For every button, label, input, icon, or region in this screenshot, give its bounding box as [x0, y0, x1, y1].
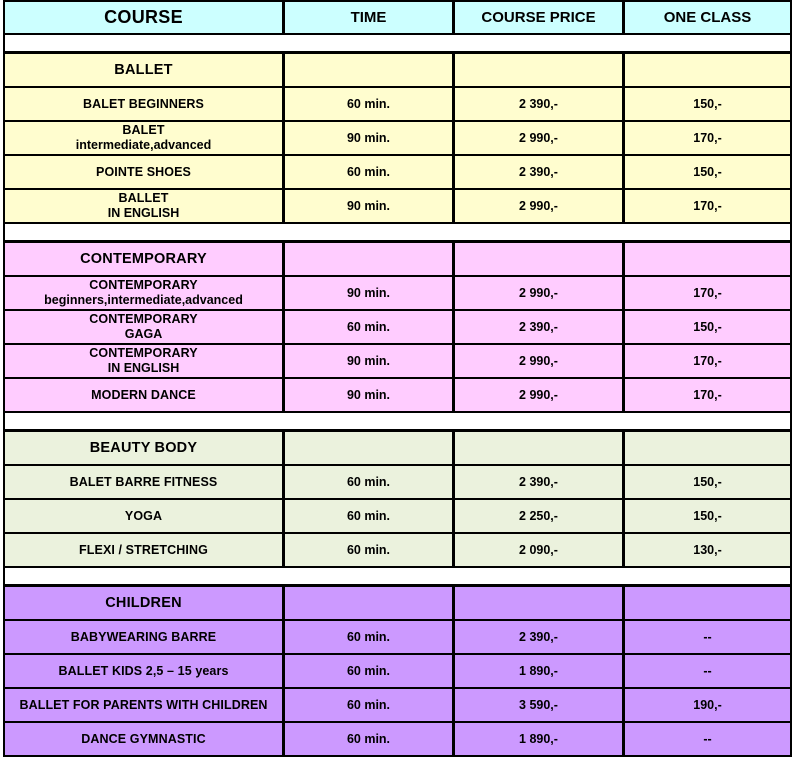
header-cell-time: [285, 2, 452, 33]
one-class-price: 170,-: [693, 130, 722, 145]
one-class-price: 170,-: [693, 198, 722, 213]
course-time-cell: [285, 500, 452, 532]
course-subtitle: GAGA: [124, 327, 163, 341]
course-price: 1 890,-: [519, 663, 558, 678]
course-time-cell: [285, 379, 452, 411]
course-price: 2 990,-: [519, 285, 558, 300]
one-class-price-cell: [625, 156, 790, 188]
one-class-price-cell: [625, 500, 790, 532]
course-subtitle: intermediate,advanced: [75, 138, 212, 152]
course-name: BALET BEGINNERS: [83, 96, 204, 111]
course-price-cell: [455, 621, 622, 653]
section-separator: [5, 224, 790, 240]
course-price-cell: [455, 534, 622, 566]
course-name: BALLET KIDS 2,5 – 15 years: [58, 663, 229, 678]
section-title-blank-cell: [285, 243, 452, 275]
one-class-price-cell: [625, 122, 790, 154]
header-course-label: COURSE: [104, 7, 183, 27]
header-cell-course: [5, 2, 282, 33]
course-time-cell: [285, 655, 452, 687]
one-class-price: 170,-: [693, 353, 722, 368]
course-price: 2 390,-: [519, 629, 558, 644]
one-class-price-cell: [625, 723, 790, 755]
section-title-blank-cell: [455, 243, 622, 275]
course-price-cell: [455, 466, 622, 498]
course-time: 60 min.: [346, 663, 391, 678]
course-name: CONTEMPORARY: [89, 312, 198, 326]
course-time-cell: [285, 621, 452, 653]
header-one-class-label: ONE CLASS: [663, 9, 752, 26]
course-price-cell: [455, 311, 622, 343]
course-name-cell: [5, 466, 282, 498]
course-time-cell: [285, 345, 452, 377]
course-name: BALLET: [118, 191, 169, 205]
course-time-cell: [285, 311, 452, 343]
section-title-blank-cell: [285, 54, 452, 86]
course-price-cell: [455, 277, 622, 309]
course-price: 2 250,-: [519, 508, 558, 523]
course-price: 2 390,-: [519, 319, 558, 334]
course-price-cell: [455, 156, 622, 188]
section-title-blank-cell: [625, 587, 790, 619]
course-price-cell: [455, 190, 622, 222]
course-time-cell: [285, 723, 452, 755]
one-class-price: 170,-: [693, 387, 722, 402]
course-name: DANCE GYMNASTIC: [81, 731, 206, 746]
course-time-cell: [285, 122, 452, 154]
course-time: 60 min.: [346, 164, 391, 179]
course-time: 60 min.: [346, 697, 391, 712]
course-name-cell: [5, 689, 282, 721]
header-time-label: TIME: [350, 9, 387, 26]
course-time: 60 min.: [346, 542, 391, 557]
course-name-cell: [5, 190, 282, 222]
section-title-label: CHILDREN: [105, 594, 182, 611]
course-time: 90 min.: [346, 353, 391, 368]
course-name-cell: [5, 311, 282, 343]
one-class-price: 170,-: [693, 285, 722, 300]
section-title-blank-cell: [285, 432, 452, 464]
course-subtitle: IN ENGLISH: [107, 206, 180, 220]
one-class-price-cell: [625, 621, 790, 653]
section-title-label: BEAUTY BODY: [89, 439, 198, 456]
course-time: 60 min.: [346, 96, 391, 111]
course-price-cell: [455, 88, 622, 120]
section-title-ballet: [5, 54, 282, 86]
course-name: POINTE SHOES: [96, 164, 191, 179]
one-class-price-cell: [625, 190, 790, 222]
course-time: 60 min.: [346, 508, 391, 523]
course-time-cell: [285, 466, 452, 498]
one-class-price-cell: [625, 655, 790, 687]
course-time: 90 min.: [346, 198, 391, 213]
course-name: YOGA: [124, 508, 163, 523]
course-time-cell: [285, 534, 452, 566]
price-table: [3, 0, 792, 757]
one-class-price: --: [703, 663, 712, 678]
one-class-price: --: [703, 731, 712, 746]
course-price-cell: [455, 500, 622, 532]
one-class-price-cell: [625, 311, 790, 343]
section-separator: [5, 568, 790, 584]
header-cell-one-class: [625, 2, 790, 33]
one-class-price-cell: [625, 534, 790, 566]
one-class-price: 150,-: [693, 164, 722, 179]
course-price: 1 890,-: [519, 731, 558, 746]
course-time: 60 min.: [346, 731, 391, 746]
section-title-blank-cell: [625, 243, 790, 275]
course-subtitle: IN ENGLISH: [107, 361, 180, 375]
one-class-price-cell: [625, 277, 790, 309]
course-price: 3 590,-: [519, 697, 558, 712]
course-price-cell: [455, 379, 622, 411]
course-time: 60 min.: [346, 629, 391, 644]
course-name-cell: [5, 500, 282, 532]
course-subtitle: beginners,intermediate,advanced: [44, 293, 243, 307]
one-class-price-cell: [625, 466, 790, 498]
course-time: 90 min.: [346, 285, 391, 300]
course-name-cell: [5, 277, 282, 309]
course-name: FLEXI / STRETCHING: [79, 542, 208, 557]
course-time: 60 min.: [346, 474, 391, 489]
header-cell-course-price: [455, 2, 622, 33]
course-name-cell: [5, 621, 282, 653]
course-price: 2 990,-: [519, 353, 558, 368]
course-name: CONTEMPORARY: [89, 278, 198, 292]
course-price: 2 390,-: [519, 474, 558, 489]
course-price-cell: [455, 655, 622, 687]
course-name-cell: [5, 655, 282, 687]
course-price-cell: [455, 689, 622, 721]
course-name: BALET BARRE FITNESS: [69, 474, 218, 489]
course-price-cell: [455, 122, 622, 154]
course-time-cell: [285, 88, 452, 120]
course-name: MODERN DANCE: [91, 387, 196, 402]
course-time-cell: [285, 277, 452, 309]
course-name: BABYWEARING BARRE: [70, 629, 217, 644]
course-name-cell: [5, 379, 282, 411]
course-time-cell: [285, 689, 452, 721]
course-price: 2 090,-: [519, 542, 558, 557]
section-title-beauty-body: [5, 432, 282, 464]
one-class-price-cell: [625, 88, 790, 120]
section-title-blank-cell: [625, 54, 790, 86]
section-separator: [5, 35, 790, 51]
course-name-cell: [5, 534, 282, 566]
section-title-children: [5, 587, 282, 619]
one-class-price-cell: [625, 345, 790, 377]
one-class-price: 150,-: [693, 508, 722, 523]
section-title-blank-cell: [625, 432, 790, 464]
one-class-price: 130,-: [693, 542, 722, 557]
course-name-cell: [5, 156, 282, 188]
one-class-price-cell: [625, 379, 790, 411]
course-price: 2 390,-: [519, 164, 558, 179]
section-title-label: BALLET: [114, 61, 173, 78]
course-time-cell: [285, 190, 452, 222]
course-time: 60 min.: [346, 319, 391, 334]
one-class-price: 190,-: [693, 697, 722, 712]
course-price: 2 990,-: [519, 130, 558, 145]
one-class-price-cell: [625, 689, 790, 721]
course-price: 2 990,-: [519, 387, 558, 402]
section-title-contemporary: [5, 243, 282, 275]
header-course-price-label: COURSE PRICE: [481, 9, 596, 26]
section-title-blank-cell: [455, 54, 622, 86]
course-name: BALET: [122, 123, 165, 137]
one-class-price: 150,-: [693, 96, 722, 111]
course-price-cell: [455, 345, 622, 377]
course-name-cell: [5, 88, 282, 120]
course-name-cell: [5, 122, 282, 154]
course-price-cell: [455, 723, 622, 755]
course-name: CONTEMPORARY: [89, 346, 198, 360]
section-title-blank-cell: [455, 432, 622, 464]
course-price: 2 990,-: [519, 198, 558, 213]
course-time: 90 min.: [346, 130, 391, 145]
one-class-price: --: [703, 629, 712, 644]
section-title-blank-cell: [285, 587, 452, 619]
one-class-price: 150,-: [693, 319, 722, 334]
section-title-label: CONTEMPORARY: [80, 250, 207, 267]
course-time: 90 min.: [346, 387, 391, 402]
course-time-cell: [285, 156, 452, 188]
section-separator: [5, 413, 790, 429]
section-title-blank-cell: [455, 587, 622, 619]
course-price: 2 390,-: [519, 96, 558, 111]
one-class-price: 150,-: [693, 474, 722, 489]
course-name: BALLET FOR PARENTS WITH CHILDREN: [19, 697, 268, 712]
course-name-cell: [5, 723, 282, 755]
course-name-cell: [5, 345, 282, 377]
